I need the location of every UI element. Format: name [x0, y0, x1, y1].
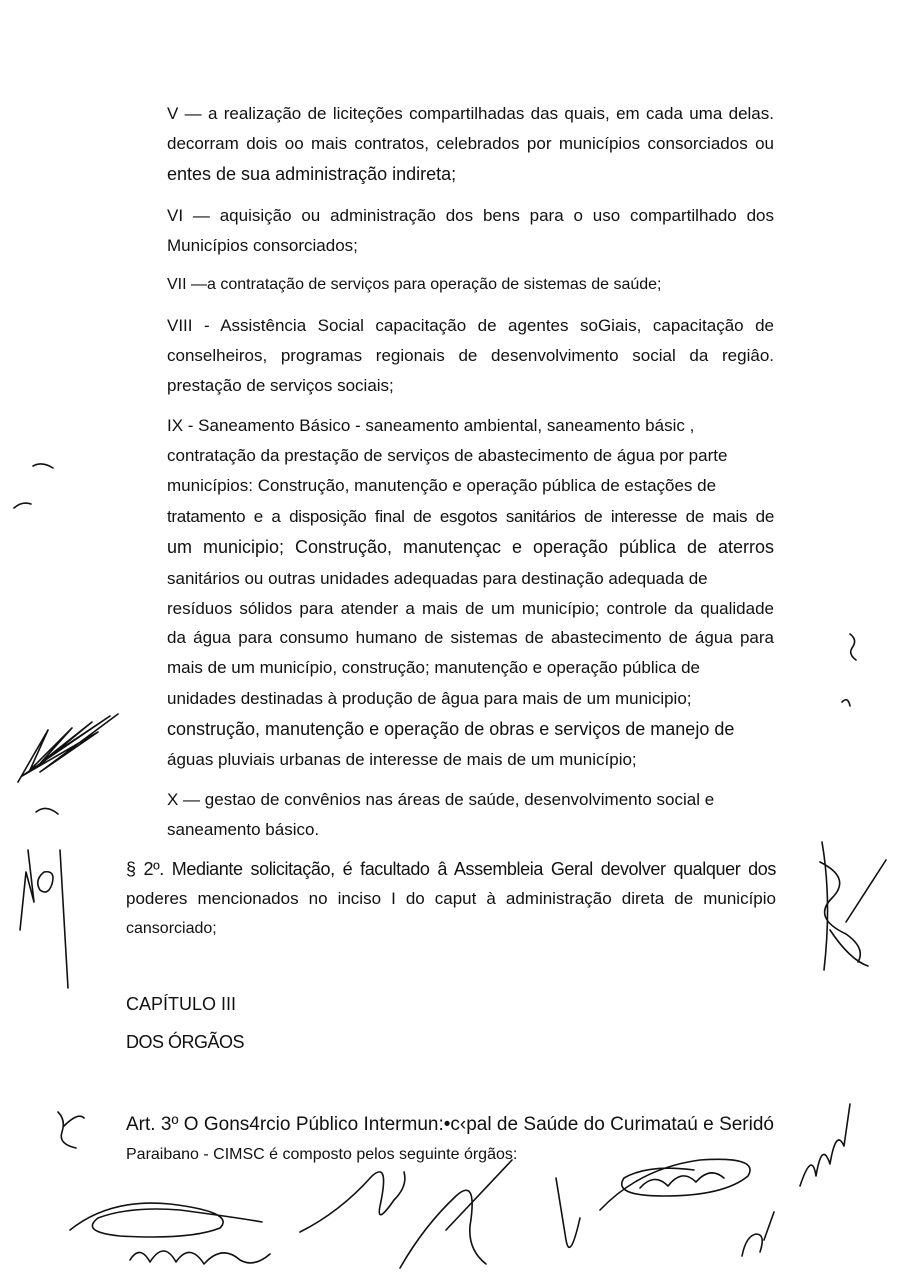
art-3-line-2: Paraibano - CIMSC é composto pelos seguinte órgãos: — [126, 1146, 518, 1163]
signature-4 — [400, 1160, 512, 1268]
inciso-ix-line-4: tratamento e a disposição final de esgotos sanitários de interesse de mais de — [167, 507, 774, 526]
inciso-ix-line-8: da água para consumo humano de sistemas de abastecimento de água para — [167, 628, 774, 647]
signature-1 — [70, 1203, 262, 1237]
inciso-viii-line-3: prestação de serviços sociais; — [167, 376, 394, 395]
bottom-right-initials — [800, 1104, 850, 1186]
inciso-vii-line-1: VII —a contratação de serviços para operação de sistemas de saúde; — [167, 276, 662, 293]
inciso-v-line-1: V — a realização de liciteções compartilhadas das quais, em cada uma delas. — [167, 104, 774, 123]
inciso-x-line-1: X — gestao de convênios nas áreas de saúde, desenvolvimento social e — [167, 790, 715, 809]
inciso-ix-line-10: unidades destinadas à produção de âgua para mais de um municipio; — [167, 689, 692, 708]
inciso-ix-line-2: contratação da prestação de serviços de abastecimento de água por parte — [167, 446, 728, 465]
chapter-subtitle: DOS ÓRGÃOS — [126, 1032, 245, 1052]
inciso-ix-line-5: um municipio; Construção, manutençac e operação pública de aterros — [167, 537, 774, 557]
inciso-ix-line-3: municípios: Construção, manutenção e operação pública de estações de — [167, 476, 717, 495]
inciso-ix-line-9: mais de um município, construção; manutenção e operação pública de — [167, 658, 700, 677]
signature-3 — [300, 1172, 405, 1232]
margin-mark-2 — [14, 503, 31, 508]
signature-2 — [130, 1251, 270, 1264]
margin-mark-4 — [58, 1112, 84, 1148]
inciso-viii-line-2: conselheiros, programas regionais de desenvolvimento social da regiâo. — [167, 346, 774, 365]
inciso-ix-line-6: sanitários ou outras unidades adequadas para destinação adequada de — [167, 569, 708, 588]
inciso-ix-line-11: construção, manutenção e operação de obras e serviços de manejo de — [167, 719, 735, 739]
signature-5 — [556, 1178, 580, 1247]
chapter-title: CAPÍTULO III — [126, 994, 237, 1014]
right-margin-initials — [820, 842, 886, 970]
inciso-ix-line-7: resíduos sólidos para atender a mais de um município; controle da qualidade — [167, 599, 774, 618]
inciso-ix-line-1: IX - Saneamento Básico - saneamento ambiental, saneamento básic , — [167, 416, 695, 435]
art-3-line-1: Art. 3º O Gons4rcio Público Intermun:•c‹pal de Saúde do Curimataú e Seridó — [126, 1114, 774, 1135]
inciso-vi-line-2: Municípios consorciados; — [167, 236, 358, 255]
right-margin-mark-2 — [842, 700, 850, 706]
inciso-x-line-2: saneamento básico. — [167, 820, 320, 839]
margin-mark-3 — [36, 808, 58, 814]
margin-mark-1 — [33, 464, 53, 468]
inciso-ix-line-12: águas pluviais urbanas de interesse de mais de um município; — [167, 750, 637, 769]
paragrafo-2-line-3: cansorciado; — [126, 920, 217, 937]
signature-6 — [600, 1159, 750, 1210]
bottom-right-mark — [742, 1212, 774, 1256]
paragrafo-2-line-1: § 2º. Mediante solicitação, é facultado â Assembleia Geral devolver qualquer dos — [126, 859, 776, 879]
paragrafo-2-line-2: poderes mencionados no inciso I do caput à administração direta de município — [126, 889, 776, 908]
inciso-viii-line-1: VIII - Assistência Social capacitação de agentes soGiais, capacitação de — [167, 316, 774, 335]
inciso-v-line-3: entes de sua administração indireta; — [167, 164, 457, 184]
margin-initials-ko — [20, 850, 68, 988]
inciso-vi-line-1: VI — aquisição ou administração dos bens para o uso compartilhado dos — [167, 206, 774, 225]
right-margin-mark-1 — [850, 634, 856, 660]
margin-initials-left — [18, 714, 118, 782]
inciso-v-line-2: decorram dois oo mais contratos, celebrados por municípios consorciados ou — [167, 134, 774, 153]
